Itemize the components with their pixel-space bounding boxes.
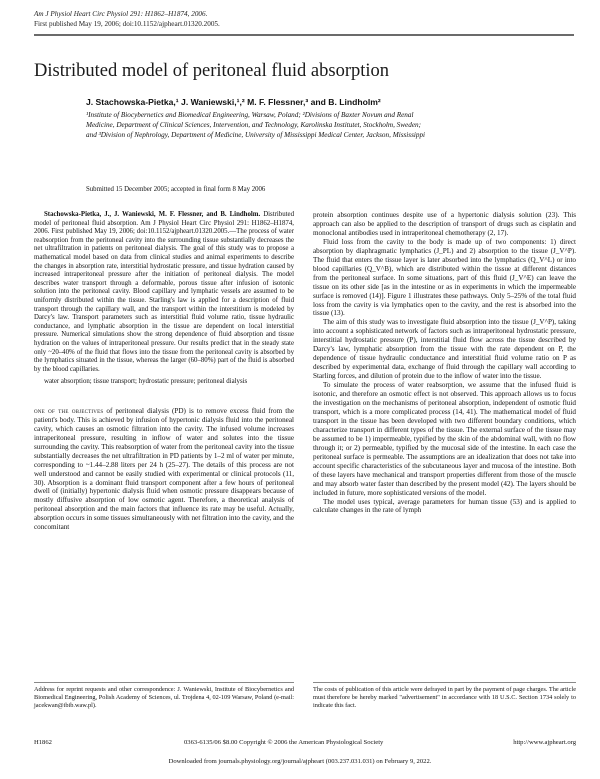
body-paragraph: To simulate the process of water reabsorption, we assume that the infused fluid is isotonic, and therefore an osmotic effect is not observed. This approach allows us to focus the investigation on the mechanisms of peritoneal absorption, independent of osmotic fluid transport, which is a more complicated process (14, 41). The mathematical model of fluid transport in the tissue has been developed with two different boundary conditions, which characterize transport in different types of the tissue. The external surface of the tissue may be assumed to be 1) impermeable, typified by the skin of the abdominal wall, with no flow through it; or 2) permeable, typified by the mucosal side of the intestine. In each case the peritoneal surface is permeable. The assumptions are an idealization that does not take into account specific characteristics of the subcutaneous layer and mucosa of the intestine. Both of these layers have mechanical and transport properties different from those of the muscle and may absorb water faster than described by the present model (42). The layers should be included in future, more sophisticated versions of the model. xyxy=(313,381,576,497)
article-title: Distributed model of peritoneal fluid absorption xyxy=(34,61,390,81)
page-charges-footnote: The costs of publication of this article were defrayed in part by the payment of page charges. The article must therefore be hereby marked "advertisement" in accordance with 18 U.S.C. Section 1734 solely to indicate this fact. xyxy=(313,686,576,709)
footnote-divider xyxy=(34,682,294,683)
affiliation-line: ¹Institute of Biocybernetics and Biomedical Engineering, Warsaw, Poland; ²Divisions of Baxter Novum and Renal xyxy=(86,111,414,119)
journal-citation: Am J Physiol Heart Circ Physiol 291: H1862–H1874, 2006. xyxy=(34,10,208,18)
page-number: H1862 xyxy=(34,739,52,746)
abstract-authors: Stachowska-Pietka, J., J. Waniewski, M. F. Flessner, and B. Lindholm. xyxy=(44,211,261,218)
body-paragraph: protein absorption continues despite use of a hypertonic dialysis solution (23). This approach can also be applied to the description of transport of drugs such as cisplatin and monoclonal antibodies used in intraperitoneal chemotherapy (2, 17). xyxy=(313,211,576,237)
submission-dates: Submitted 15 December 2005; accepted in final form 8 May 2006 xyxy=(86,186,266,193)
right-column xyxy=(313,211,576,515)
download-notice: Downloaded from journals.physiology.org/journal/ajpheart (003.237.031.031) on February 9, 2022. xyxy=(168,758,432,765)
journal-url-link[interactable]: http://www.ajpheart.org xyxy=(513,739,576,746)
abstract xyxy=(34,211,294,374)
affiliations xyxy=(86,110,576,141)
header-rule xyxy=(34,34,574,36)
journal-header xyxy=(34,10,434,29)
affiliation-line: Medicine, Department of Clinical Sciences, Intervention, and Technology, Karolinska Institutet, Stockholm, Sweden; xyxy=(86,121,422,130)
correspondence-footnote: Address for reprint requests and other correspondence: J. Waniewski, Institute of Biocybernetics and Biomedical Engineering, Polish Academy of Sciences, ul. Trojdena 4, 02-109 Warsaw, Poland (e-mail: jacekwan@ibib.waw.pl). xyxy=(34,686,294,709)
keywords: water absorption; tissue transport; hydrostatic pressure; peritoneal dialysis xyxy=(44,378,248,386)
footnote-divider xyxy=(313,682,576,683)
author-list: J. Stachowska-Pietka,¹ J. Waniewski,¹,² M. F. Flessner,³ and B. Lindholm² xyxy=(86,97,381,107)
abstract-text: Distributed model of peritoneal fluid absorption. Am J Physiol Heart Circ Physiol 291: H1862–H1874, 2006. First published May 19, 2006; doi:10.1152/ajpheart.01320.2005.—The process of water reabsorption from the peritoneal cavity into the surrounding tissue substantially decreases the net ultrafiltration in patients on peritoneal dialysis. The goal of this study was to propose a mathematical model based on data from clinical studies and animal experiments to describe the changes in absorption rate, interstitial hydrostatic pressure, and tissue hydration caused by increased intraperitoneal pressure after the initiation of peritoneal dialysis. The model describes water transport through a deformable, porous tissue after infusion of isotonic solution into the peritoneal cavity. Blood capillary and lymphatic vessels are assumed to be uniformly distributed within the tissue. Starling's law is applied for a description of fluid transport through the capillary wall, and the transport within the interstitium is modeled by Darcy's law. Transport parameters such as interstitial fluid volume ratio, tissue hydraulic conductance, and lymphatic absorption in the tissue are dependent on local interstitial pressure. Numerical simulations show the strong dependence of fluid absorption and tissue hydration on the values of intraperitoneal pressure. Our results predict that in the steady state only ~20–40% of the fluid that flows into the tissue from the peritoneal cavity is absorbed by the lymphatics situated in the tissue, whereas the larger (60–80%) part of the fluid is absorbed by the blood capillaries. xyxy=(34,211,294,373)
body-paragraph: Fluid loss from the cavity to the body is made up of two components: 1) direct absorption by diaphragmatic lymphatics (J_PL) and 2) absorption to the tissue (J_V^P). The fluid that enters the tissue layer is later absorbed into the lymphatics (Q_V^L) or into blood capillaries (Q_V^B), which are distributed within the tissue at different distances from the peritoneal surface. In some situations, part of this fluid (J_V^E) can leave the tissue on its other side [as in the intestine or as in experiments in which the impermeable surface is removed (14)]. Figure 1 illustrates these pathways. Only 5–25% of the total fluid loss from the cavity is via lymphatics open to the cavity, and the rest is absorbed into the tissue (13). xyxy=(313,237,576,318)
intro-lead: one of the objectives xyxy=(34,406,104,415)
copyright-line: 0363-6135/06 $8.00 Copyright © 2006 the American Physiological Society xyxy=(184,739,384,746)
introduction-paragraph xyxy=(34,407,294,532)
body-paragraph: The aim of this study was to investigate fluid absorption into the tissue (J_V^P), taking into account a sophisticated network of factors such as intraperitoneal hydrostatic pressure, interstitial hydrostatic pressure (P), interstitial fluid flow across the tissue described by Darcy's law, lymphatic absorption from the tissue with the rate dependent on P, the dependence of tissue hydraulic conductance and interstitial fluid volume ratio on P as described by experimental data, exchange of fluid through the capillary wall according to Starling forces, and dilution of protein due to the inflow of water into the tissue. xyxy=(313,318,576,381)
intro-text: of peritoneal dialysis (PD) is to remove excess fluid from the patient's body. This is achieved by infusion of hypertonic dialysis fluid into the peritoneal cavity, which causes an osmotic filtration into the cavity. The infused volume increases intraperitoneal pressure, resulting in inflow of water and solutes into the tissue surrounding the cavity. This reabsorption of water from the peritoneal cavity into the tissue substantially decreases the net ultrafiltration in PD patients by 1–2 ml of water per minute, corresponding to ~1.44–2.88 liters per 24 h (25–27). The details of this process are not well understood and cannot be easily studied with experimental or clinical protocols (11, 30). Absorption is a dominant fluid transport component after a few hours of peritoneal dwell of (initially) hypertonic dialysis fluid when osmotic pressure disappears because of mostly diffusive absorption of low osmotic agent. Therefore, a theoretical analysis of peritoneal absorption and the main factors that influence its rate may be useful. Actually, absorption occurs in some tissues simultaneously with net filtration into the cavity, and the concomitant xyxy=(34,406,294,532)
left-column xyxy=(34,211,294,532)
published-line: First published May 19, 2006; doi:10.1152/ajpheart.01320.2005. xyxy=(34,19,220,28)
body-paragraph: The model uses typical, average parameters for human tissue (53) and is applied to calculate changes in the rate of lymph xyxy=(313,497,576,515)
affiliation-line: and ³Division of Nephrology, Department of Medicine, University of Mississippi Medical Center, Jackson, Mississippi xyxy=(86,131,426,140)
